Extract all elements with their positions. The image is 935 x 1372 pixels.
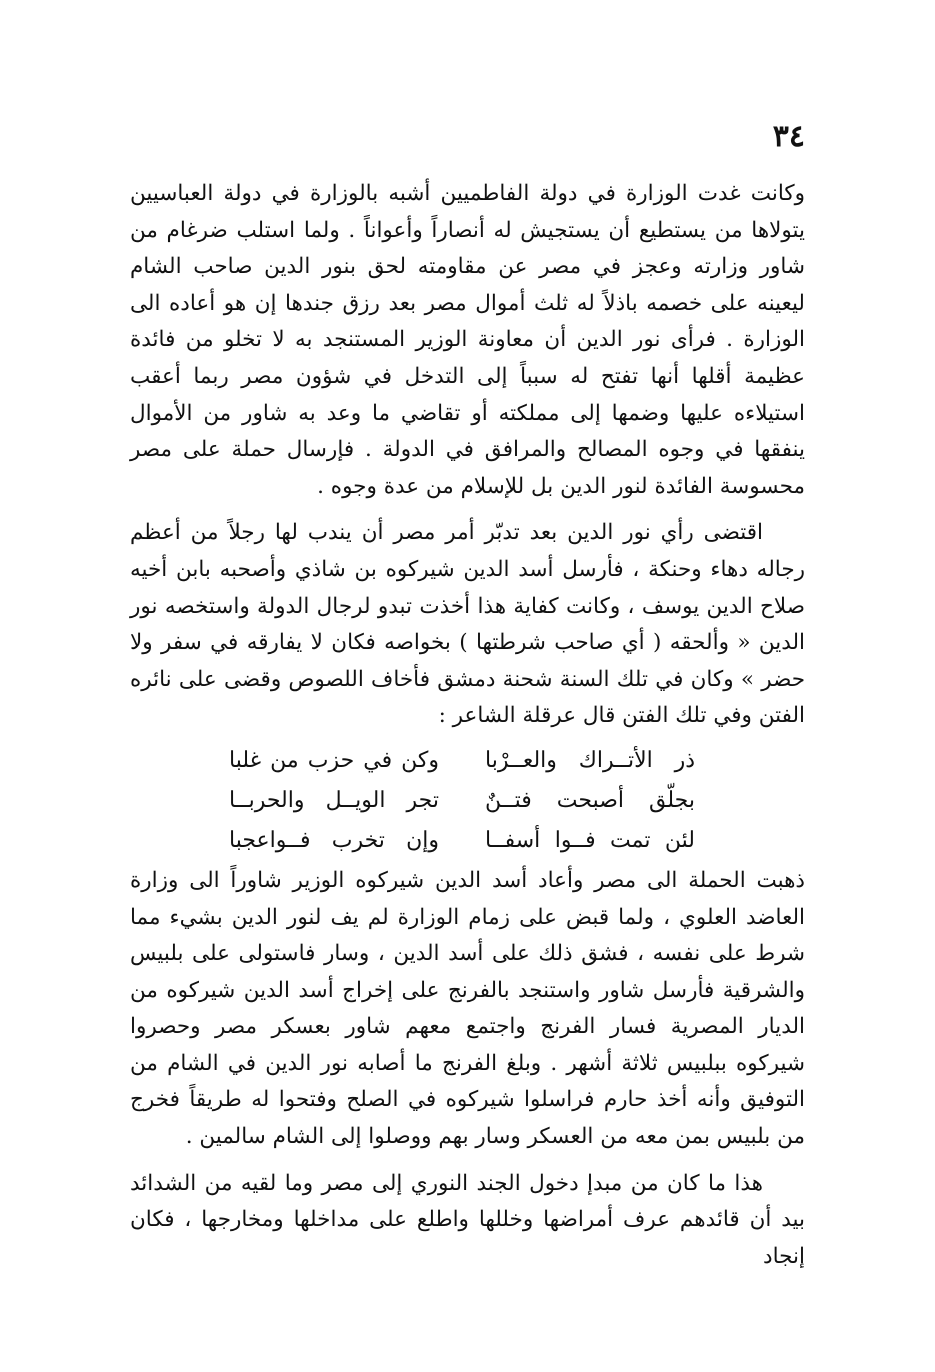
poem-hemistich-second: تجر الويــل والحربــا bbox=[229, 787, 439, 813]
poem-hemistich-second: وإن تخرب فــواعجبا bbox=[229, 827, 439, 853]
paragraph-3: ذهبت الحملة الى مصر وأعاد أسد الدين شيركوه الوزير شاوراً الى وزارة العاضد العلوي ، ولما قبض على زمام الوزارة لم يف لنور الدين بشيء مما شرط على نفسه ، فشق ذلك على أسد الدين ، وسار فاستولى على بلبيس والشرقية فأرسل شاور واستنجد بالفرنج على إخراج أسد الدين شيركوه من الديار المصرية فسار الفرنج واجتمع معهم شاور بعسكر مصر وحصروا شيركوه ببلبيس ثلاثة أشهر . وبلغ الفرنج ما أصابه نور الدين في الشام من التوفيق وأنه أخذ حارم فراسلوا شيركوه في الصلح وفتحوا له طريقاً فخرج من بلبيس بمن معه من العسكر وسار بهم ووصلوا إلى الشام سالمين . bbox=[130, 867, 805, 1150]
paragraph-4: هذا ما كان من مبدإ دخول الجند النوري إلى مصر وما لقيه من الشدائد بيد أن قائدهم عرف أمراضها وخللها واطلع على مداخلها ومخارجها ، فكان إنجاد bbox=[130, 1170, 805, 1269]
page-number: ٣٤ bbox=[772, 119, 805, 154]
poem-verse bbox=[130, 741, 695, 781]
poem-hemistich-first: لئن تمت فــوا أسفــا bbox=[485, 827, 695, 853]
body-text bbox=[130, 176, 805, 1275]
poem-hemistich-first: بجلّق أصبحت فتــنٌ bbox=[485, 787, 695, 813]
poem-hemistich-first: ذر الأتــراك والعــرْبا bbox=[485, 747, 695, 773]
paragraph-1: وكانت غدت الوزارة في دولة الفاطميين أشبه بالوزارة في دولة العباسيين يتولاها من يستطيع أن يستجيش له أنصاراً وأعواناً . ولما استلب ضرغام من شاور وزارته وعجز في مصر عن مقاومته لحق بنور الدين صاحب الشام ليعينه على خصمه باذلاً له ثلث أموال مصر بعد رزق جندها إن هو أعاده الى الوزارة . فرأى نور الدين أن معاونة الوزير المستنجد به لا تخلو من فائدة عظيمة أقلها أنها تفتح له سبباً إلى التدخل في شؤون مصر ربما أعقب استيلاءه عليها وضمها إلى مملكته أو تقاضي ما وعد به شاور من الأموال ينفقها في وجوه المصالح والمرافق في الدولة . فإرسال حملة على مصر محسوسة الفائدة لنور الدين بل للإسلام من عدة وجوه . bbox=[130, 181, 805, 499]
paragraph-2: اقتضى رأي نور الدين بعد تدبّر أمر مصر أن يندب لها رجلاً من أعظم رجاله دهاء وحنكة ، فأرسل أسد الدين شيركوه بن شاذي وأصحبه بابن أخيه صلاح الدين يوسف ، وكانت كفاية هذا أخذت تبدو لرجال الدولة واستخصه نور الدين « وألحقه ( أي صاحب شرطتها ) بخواصه فكان لا يفارقه في سفر ولا حضر » وكان في تلك السنة شحنة دمشق فأخاف اللصوص وقضى على نائره الفتن وفي تلك الفتن قال عرقلة الشاعر : bbox=[130, 520, 805, 729]
poem-verse bbox=[130, 781, 695, 821]
poem bbox=[130, 741, 805, 861]
poem-hemistich-second: وكن في حزب من غلبا bbox=[229, 747, 439, 773]
poem-verse bbox=[130, 821, 695, 861]
